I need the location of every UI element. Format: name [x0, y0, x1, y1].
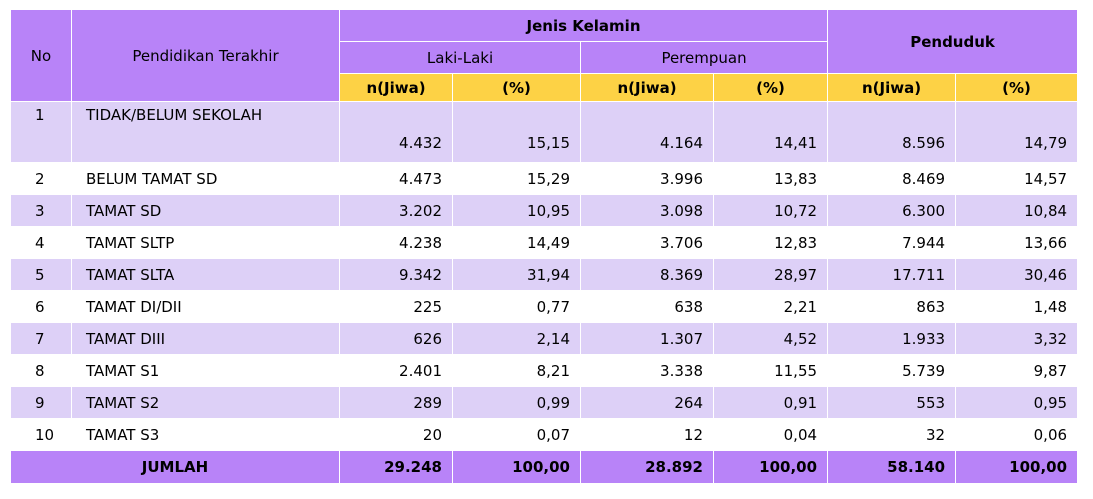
- row-no: 7: [11, 323, 72, 355]
- table-row: [11, 355, 1078, 387]
- row-name: TAMAT DIII: [72, 323, 340, 355]
- row-penduduk-n: 17.711: [828, 259, 956, 291]
- row-penduduk-pct: 30,46: [956, 259, 1078, 291]
- subheader-laki-n: n(Jiwa): [340, 74, 453, 102]
- row-penduduk-pct: 14,79: [956, 102, 1078, 163]
- header-perempuan: Perempuan: [581, 42, 828, 74]
- row-penduduk-n: 7.944: [828, 227, 956, 259]
- table-row: [11, 227, 1078, 259]
- row-perempuan-n: 8.369: [581, 259, 714, 291]
- table-row: [11, 163, 1078, 195]
- row-name: TAMAT S1: [72, 355, 340, 387]
- row-no: 1: [11, 102, 72, 163]
- row-perempuan-pct: 28,97: [714, 259, 828, 291]
- total-row: [11, 451, 1078, 484]
- row-name: BELUM TAMAT SD: [72, 163, 340, 195]
- row-laki-n: 4.473: [340, 163, 453, 195]
- row-perempuan-pct: 10,72: [714, 195, 828, 227]
- row-perempuan-n: 12: [581, 419, 714, 451]
- row-perempuan-pct: 13,83: [714, 163, 828, 195]
- row-laki-n: 225: [340, 291, 453, 323]
- total-penduduk-pct: 100,00: [956, 451, 1078, 484]
- row-laki-pct: 0,77: [453, 291, 581, 323]
- table-row: [11, 419, 1078, 451]
- row-penduduk-pct: 10,84: [956, 195, 1078, 227]
- row-perempuan-n: 3.706: [581, 227, 714, 259]
- row-name: TAMAT DI/DII: [72, 291, 340, 323]
- row-name: TIDAK/BELUM SEKOLAH: [72, 102, 340, 163]
- subheader-perempuan-pct: (%): [714, 74, 828, 102]
- row-penduduk-pct: 0,06: [956, 419, 1078, 451]
- table-row: [11, 323, 1078, 355]
- header-no: No: [11, 10, 72, 102]
- row-penduduk-n: 1.933: [828, 323, 956, 355]
- table-row: [11, 259, 1078, 291]
- table-row: [11, 102, 1078, 163]
- row-name: TAMAT S3: [72, 419, 340, 451]
- row-no: 3: [11, 195, 72, 227]
- row-laki-pct: 0,99: [453, 387, 581, 419]
- row-penduduk-n: 553: [828, 387, 956, 419]
- row-penduduk-pct: 14,57: [956, 163, 1078, 195]
- subheader-laki-pct: (%): [453, 74, 581, 102]
- subheader-penduduk-pct: (%): [956, 74, 1078, 102]
- row-name: TAMAT SD: [72, 195, 340, 227]
- table-row: [11, 387, 1078, 419]
- row-penduduk-n: 5.739: [828, 355, 956, 387]
- header-jenis-kelamin: Jenis Kelamin: [340, 10, 828, 42]
- row-laki-pct: 31,94: [453, 259, 581, 291]
- total-laki-n: 29.248: [340, 451, 453, 484]
- subheader-penduduk-n: n(Jiwa): [828, 74, 956, 102]
- row-laki-pct: 10,95: [453, 195, 581, 227]
- total-perempuan-pct: 100,00: [714, 451, 828, 484]
- row-laki-pct: 15,29: [453, 163, 581, 195]
- education-table: [10, 9, 1078, 484]
- row-perempuan-n: 1.307: [581, 323, 714, 355]
- table-row: [11, 195, 1078, 227]
- row-laki-n: 9.342: [340, 259, 453, 291]
- row-laki-n: 3.202: [340, 195, 453, 227]
- row-perempuan-pct: 11,55: [714, 355, 828, 387]
- row-no: 9: [11, 387, 72, 419]
- row-no: 6: [11, 291, 72, 323]
- row-penduduk-n: 863: [828, 291, 956, 323]
- row-penduduk-pct: 13,66: [956, 227, 1078, 259]
- row-perempuan-n: 3.338: [581, 355, 714, 387]
- header-pendidikan: Pendidikan Terakhir: [72, 10, 340, 102]
- row-laki-pct: 2,14: [453, 323, 581, 355]
- row-laki-n: 4.238: [340, 227, 453, 259]
- row-perempuan-n: 638: [581, 291, 714, 323]
- row-laki-pct: 14,49: [453, 227, 581, 259]
- total-penduduk-n: 58.140: [828, 451, 956, 484]
- row-perempuan-pct: 2,21: [714, 291, 828, 323]
- row-name: TAMAT SLTP: [72, 227, 340, 259]
- row-penduduk-n: 8.469: [828, 163, 956, 195]
- table-row: [11, 291, 1078, 323]
- total-perempuan-n: 28.892: [581, 451, 714, 484]
- total-laki-pct: 100,00: [453, 451, 581, 484]
- row-perempuan-pct: 4,52: [714, 323, 828, 355]
- row-laki-n: 20: [340, 419, 453, 451]
- row-no: 5: [11, 259, 72, 291]
- row-penduduk-n: 32: [828, 419, 956, 451]
- row-perempuan-n: 3.098: [581, 195, 714, 227]
- row-perempuan-pct: 0,91: [714, 387, 828, 419]
- row-perempuan-n: 264: [581, 387, 714, 419]
- header-penduduk: Penduduk: [828, 10, 1078, 74]
- row-penduduk-n: 6.300: [828, 195, 956, 227]
- row-perempuan-pct: 14,41: [714, 102, 828, 163]
- row-no: 8: [11, 355, 72, 387]
- row-laki-pct: 0,07: [453, 419, 581, 451]
- row-perempuan-n: 4.164: [581, 102, 714, 163]
- row-penduduk-pct: 9,87: [956, 355, 1078, 387]
- row-penduduk-n: 8.596: [828, 102, 956, 163]
- row-name: TAMAT SLTA: [72, 259, 340, 291]
- row-laki-n: 2.401: [340, 355, 453, 387]
- row-laki-n: 289: [340, 387, 453, 419]
- row-laki-n: 4.432: [340, 102, 453, 163]
- subheader-perempuan-n: n(Jiwa): [581, 74, 714, 102]
- row-perempuan-pct: 0,04: [714, 419, 828, 451]
- row-name: TAMAT S2: [72, 387, 340, 419]
- row-laki-n: 626: [340, 323, 453, 355]
- row-laki-pct: 8,21: [453, 355, 581, 387]
- row-penduduk-pct: 3,32: [956, 323, 1078, 355]
- row-perempuan-n: 3.996: [581, 163, 714, 195]
- row-penduduk-pct: 1,48: [956, 291, 1078, 323]
- row-laki-pct: 15,15: [453, 102, 581, 163]
- total-label: JUMLAH: [11, 451, 340, 484]
- row-no: 10: [11, 419, 72, 451]
- row-no: 2: [11, 163, 72, 195]
- row-penduduk-pct: 0,95: [956, 387, 1078, 419]
- header-laki: Laki-Laki: [340, 42, 581, 74]
- row-perempuan-pct: 12,83: [714, 227, 828, 259]
- row-no: 4: [11, 227, 72, 259]
